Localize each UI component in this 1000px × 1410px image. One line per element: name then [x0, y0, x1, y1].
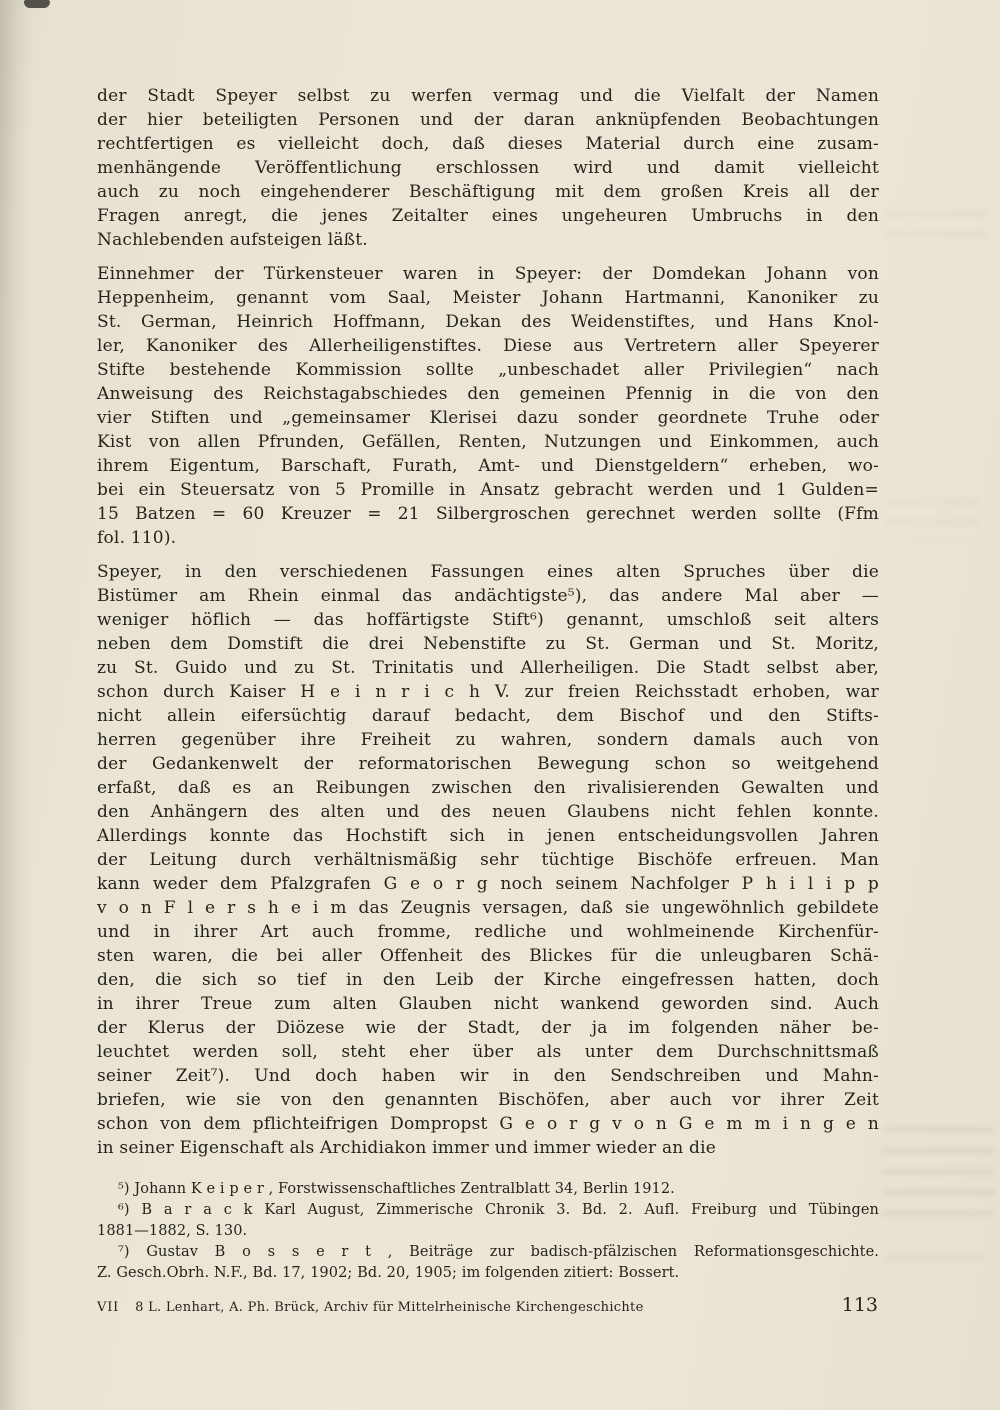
footnote-line: ⁷) Gustav B o s s e r t , Beiträge zur badisch-pfälzischen Reformationsgeschichte.	[118, 1244, 879, 1260]
text-line: sten waren, die bei aller Offenheit des Blickes für die unleugbaren Schä-	[97, 946, 879, 966]
footnote-line: Z. Gesch.Obrh. N.F., Bd. 17, 1902; Bd. 20, 1905; im folgenden zitiert: Bossert.	[97, 1265, 680, 1281]
text-line: kann weder dem Pfalzgrafen G e o r g noch seinem Nachfolger P h i l i p p	[97, 874, 879, 894]
text-line: Nachlebenden aufsteigen läßt.	[97, 230, 368, 250]
bleed-through-artifact	[886, 498, 980, 542]
page-number: 113	[841, 1294, 878, 1316]
running-title: 8 L. Lenhart, A. Ph. Brück, Archiv für Mittelrheinische Kirchengeschichte	[135, 1300, 644, 1315]
text-line: seiner Zeit⁷). Und doch haben wir in den Sendschreiben und Mahn-	[97, 1066, 879, 1086]
text-line: Bistümer am Rhein einmal das andächtigste⁵), das andere Mal aber —	[97, 586, 879, 606]
bleed-through-artifact	[884, 210, 988, 246]
footnote-line: ⁵) Johann K e i p e r , Forstwissenschaftliches Zentralblatt 34, Berlin 1912.	[118, 1181, 675, 1197]
bleed-through-artifact	[884, 1254, 984, 1270]
text-line: briefen, wie sie von den genannten Bischöfen, aber auch vor ihrer Zeit	[97, 1090, 879, 1110]
text-line: auch zu noch eingehenderer Beschäftigung mit dem großen Kreis all der	[97, 182, 879, 202]
page-footer	[97, 1294, 878, 1316]
text-line: den Anhängern des alten und des neuen Glaubens nicht fehlen konnte.	[97, 802, 879, 822]
text-line: menhängende Veröffentlichung erschlossen wird und damit vielleicht	[97, 158, 879, 178]
footnotes-block	[97, 1179, 879, 1284]
text-line: der Gedankenwelt der reformatorischen Bewegung schon so weitgehend	[97, 754, 879, 774]
footnote-line: 1881—1882, S. 130.	[97, 1223, 248, 1239]
scan-artifact	[24, 0, 50, 8]
text-line: schon von dem pflichteifrigen Dompropst G e o r g v o n G e m m i n g e n	[97, 1114, 879, 1134]
text-line: Fragen anregt, die jenes Zeitalter eines ungeheuren Umbruchs in den	[97, 206, 879, 226]
text-line: der Stadt Speyer selbst zu werfen vermag und die Vielfalt der Namen	[97, 86, 879, 106]
bleed-through-artifact	[882, 1126, 994, 1230]
text-line: Allerdings konnte das Hochstift sich in jenen entscheidungsvollen Jahren	[97, 826, 879, 846]
text-line: herren gegenüber ihre Freiheit zu wahren, sondern damals auch von	[97, 730, 879, 750]
signature-mark: VII	[97, 1300, 120, 1315]
paragraph-3	[97, 560, 879, 1160]
text-line: schon durch Kaiser H e i n r i c h V. zur freien Reichsstadt erhoben, war	[97, 682, 879, 702]
text-line: in ihrer Treue zum alten Glauben nicht wankend geworden sind. Auch	[97, 994, 879, 1014]
text-line: nicht allein eifersüchtig darauf bedacht, dem Bischof und den Stifts-	[97, 706, 879, 726]
text-line: leuchtet werden soll, steht eher über als unter dem Durchschnittsmaß	[97, 1042, 879, 1062]
text-line: Speyer, in den verschiedenen Fassungen eines alten Spruches über die	[97, 562, 879, 582]
binding-shadow	[0, 0, 32, 1410]
text-line: v o n F l e r s h e i m das Zeugnis versagen, daß sie ungewöhnlich gebildete	[97, 898, 879, 918]
text-line: in seiner Eigenschaft als Archidiakon immer und immer wieder an die	[97, 1138, 717, 1158]
text-line: vier Stiften und „gemeinsamer Klerisei dazu sonder geordnete Truhe oder	[97, 408, 879, 428]
paragraph-1	[97, 84, 879, 252]
page-text-block	[97, 84, 879, 1284]
text-line: 15 Batzen = 60 Kreuzer = 21 Silbergroschen gerechnet werden sollte (Ffm	[97, 504, 879, 524]
text-line: den, die sich so tief in den Leib der Kirche eingefressen hatten, doch	[97, 970, 879, 990]
footnote-line: ⁶) B a r a c k Karl August, Zimmerische Chronik 3. Bd. 2. Aufl. Freiburg und Tübingen	[118, 1202, 879, 1218]
text-line: ler, Kanoniker des Allerheiligenstiftes. Diese aus Vertretern aller Speyerer	[97, 336, 879, 356]
text-line: ihrem Eigentum, Barschaft, Furath, Amt- und Dienstgeldern“ erheben, wo-	[97, 456, 879, 476]
text-line: rechtfertigen es vielleicht doch, daß dieses Material durch eine zusam-	[97, 134, 879, 154]
text-line: bei ein Steuersatz von 5 Promille in Ansatz gebracht werden und 1 Gulden=	[97, 480, 879, 500]
body-paragraphs	[97, 84, 879, 1160]
text-line: und in ihrer Art auch fromme, redliche und wohlmeinende Kirchenfür-	[97, 922, 879, 942]
text-line: erfaßt, daß es an Reibungen zwischen den rivalisierenden Gewalten und	[97, 778, 879, 798]
text-line: Anweisung des Reichstagabschiedes den gemeinen Pfennig in die von den	[97, 384, 879, 404]
paragraph-2	[97, 262, 879, 550]
text-line: weniger höflich — das hoffärtigste Stift⁶) genannt, umschloß seit alters	[97, 610, 879, 630]
text-line: der Klerus der Diözese wie der Stadt, der ja im folgenden näher be-	[97, 1018, 879, 1038]
text-line: der Leitung durch verhältnismäßig sehr tüchtige Bischöfe erfreuen. Man	[97, 850, 879, 870]
text-line: Einnehmer der Türkensteuer waren in Speyer: der Domdekan Johann von	[97, 264, 879, 284]
text-line: fol. 110).	[97, 528, 177, 548]
text-line: neben dem Domstift die drei Nebenstifte zu St. German und St. Moritz,	[97, 634, 879, 654]
text-line: zu St. Guido und zu St. Trinitatis und Allerheiligen. Die Stadt selbst aber,	[97, 658, 879, 678]
text-line: St. German, Heinrich Hoffmann, Dekan des Weidenstiftes, und Hans Knol-	[97, 312, 879, 332]
text-line: Heppenheim, genannt vom Saal, Meister Johann Hartmanni, Kanoniker zu	[97, 288, 879, 308]
text-line: der hier beteiligten Personen und der daran anknüpfenden Beobachtungen	[97, 110, 879, 130]
text-line: Stifte bestehende Kommission sollte „unbeschadet aller Privilegien“ nach	[97, 360, 879, 380]
text-line: Kist von allen Pfrunden, Gefällen, Renten, Nutzungen und Einkommen, auch	[97, 432, 879, 452]
